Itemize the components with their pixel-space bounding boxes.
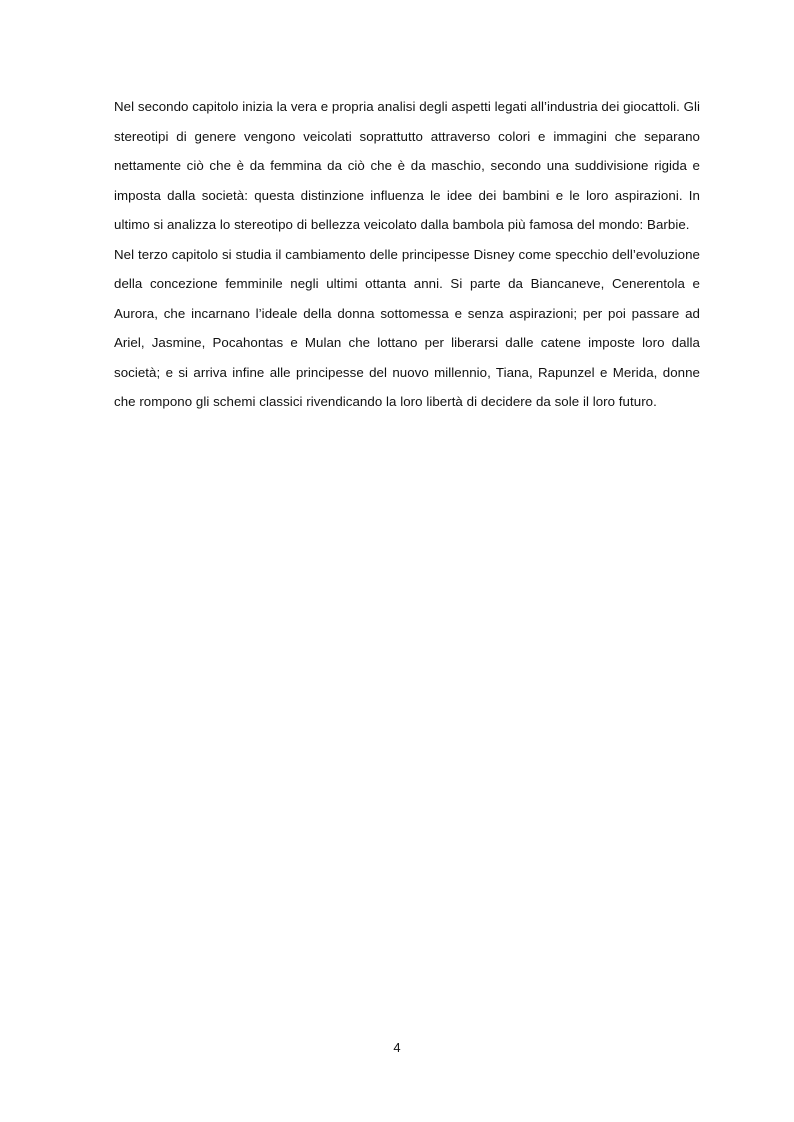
body-text bbox=[114, 92, 700, 417]
paragraph-toys-chapter: Nel secondo capitolo inizia la vera e propria analisi degli aspetti legati all’industria dei giocattoli. Gli stereotipi di genere vengono veicolati soprattutto attraverso colori e immagini che separano nettamente ciò che è da femmina da ciò che è da maschio, secondo una suddivisione rigida e imposta dalla società: questa distinzione influenza le idee dei bambini e le loro aspirazioni. In ultimo si analizza lo stereotipo di bellezza veicolato dalla bambola più famosa del mondo: Barbie. bbox=[114, 99, 700, 232]
paragraph-disney-chapter: Nel terzo capitolo si studia il cambiamento delle principesse Disney come specchio dell’evoluzione della concezione femminile negli ultimi ottanta anni. Si parte da Biancaneve, Cenerentola e Aurora, che incarnano l’ideale della donna sottomessa e senza aspirazioni; per poi passare ad Ariel, Jasmine, Pocahontas e Mulan che lottano per liberarsi dalle catene imposte loro dalla società; e si arriva infine alle principesse del nuovo millennio, Tiana, Rapunzel e Merida, donne che rompono gli schemi classici rivendicando la loro libertà di decidere da sole il loro futuro. bbox=[114, 246, 700, 409]
page-number: 4 bbox=[393, 1040, 401, 1055]
